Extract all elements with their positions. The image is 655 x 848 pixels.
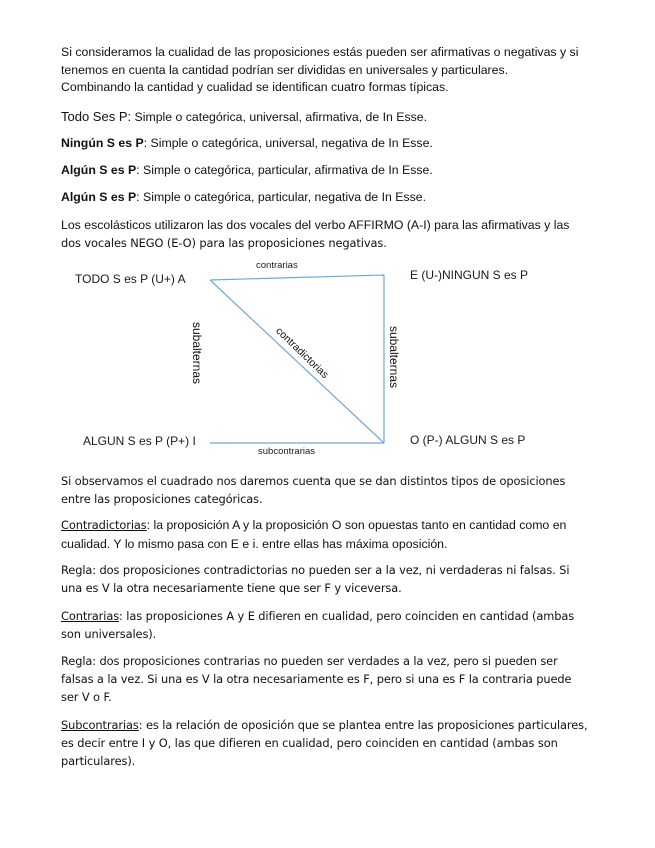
form-i-desc: : Simple o categórica, particular, afirmativa de In Esse.: [136, 163, 433, 177]
contradictorias-line-2: cualidad. Y lo mismo pasa con E e i. entre ellas has máxima oposición.: [61, 537, 448, 551]
vowels-line-1: Los escolásticos utilizaron las dos vocales del verbo AFFIRMO (A-I) para las afirmativas y las: [61, 218, 570, 232]
corner-e-label: E (U-)NINGUN S es P: [410, 268, 529, 282]
intro-line-1: Si consideramos la cualidad de las proposiciones estás pueden ser afirmativas o negativas y si: [61, 45, 579, 59]
vowels-line-2: dos vocales NEGO (E-O) para las proposiciones negativas.: [61, 235, 387, 250]
regla1-line-1: Regla: dos proposiciones contradictorias no pueden ser a la vez, ni verdaderas ni falsas. Si: [61, 563, 570, 577]
contrarias-line-1: : las proposiciones A y E difieren en cualidad, pero coinciden en cantidad (ambas: [119, 609, 575, 623]
observe-paragraph: [61, 472, 601, 508]
intro-line-2: tenemos en cuenta la cantidad podrían ser divididas en universales y particulares.: [61, 62, 509, 77]
regla2-line-2: falsas a la vez. Si una es V la otra necesariamente es F, pero si una es F la contraria puede: [61, 672, 572, 686]
form-a-head: Todo Ses P:: [61, 109, 132, 124]
subcontrarias-line-2: es decir entre I y O, las que difieren en cualidad, pero coinciden en cantidad (ambas son: [61, 736, 558, 750]
diagonal-line: [210, 280, 384, 443]
subcontrarias-term: Subcontrarias: [61, 718, 139, 732]
contradictorias-term: Contradictorias: [61, 518, 147, 532]
corner-i-label: ALGUN S es P (P+) I: [83, 434, 196, 448]
contrarias-line-2: son universales).: [61, 627, 157, 641]
form-o-desc: : Simple o categórica, particular, negativa de In Esse.: [136, 190, 426, 204]
observe-line-2: entre las proposiciones categóricas.: [61, 492, 263, 506]
regla2-line-3: ser V o F.: [61, 690, 112, 704]
contradictorias-paragraph: [61, 516, 601, 554]
right-edge-label: subalternas: [387, 325, 401, 389]
form-a-desc: Simple o categórica, universal, afirmativa, de In Esse.: [131, 110, 428, 124]
top-edge-label: contrarias: [256, 260, 298, 271]
contrarias-term: Contrarias: [61, 609, 120, 623]
contradictorias-line-1: : la proposición A y la proposición O son opuestas tanto en cantidad como en: [146, 518, 567, 532]
contrarias-paragraph: [61, 607, 601, 643]
regla-contrarias-paragraph: [61, 652, 601, 706]
subcontrarias-line-3: particulares).: [61, 754, 136, 768]
corner-o-label: O (P-) ALGUN S es P: [410, 433, 526, 447]
top-edge-line: [210, 275, 384, 280]
regla1-line-2: una es V la otra necesariamente tiene que ser F y viceversa.: [61, 581, 402, 595]
diagonal-label: contradictorias: [273, 324, 331, 382]
observe-line-1: Si observamos el cuadrado nos daremos cuenta que se dan distintos tipos de oposiciones: [61, 474, 566, 488]
subcontrarias-line-1: : es la relación de oposición que se plantea entre las proposiciones particulares,: [138, 718, 588, 732]
subcontrarias-paragraph: [61, 716, 601, 770]
corner-a-label: TODO S es P (U+) A: [75, 272, 186, 286]
form-o-head: Algún S es P: [61, 190, 137, 204]
regla2-line-1: Regla: dos proposiciones contrarias no pueden ser verdades a la vez, pero si pueden ser: [61, 654, 558, 668]
form-e-desc: : Simple o categórica, universal, negativa de In Esse.: [143, 136, 433, 150]
bottom-edge-label: subcontrarias: [258, 446, 316, 457]
form-i-head: Algún S es P: [61, 163, 137, 177]
intro-line-3: Combinando la cantidad y cualidad se identifican cuatro formas típicas.: [61, 80, 449, 94]
left-edge-label: subalternas: [190, 321, 204, 385]
form-e-head: Ningún S es P: [61, 136, 144, 150]
regla-contradictorias-paragraph: [61, 561, 601, 597]
